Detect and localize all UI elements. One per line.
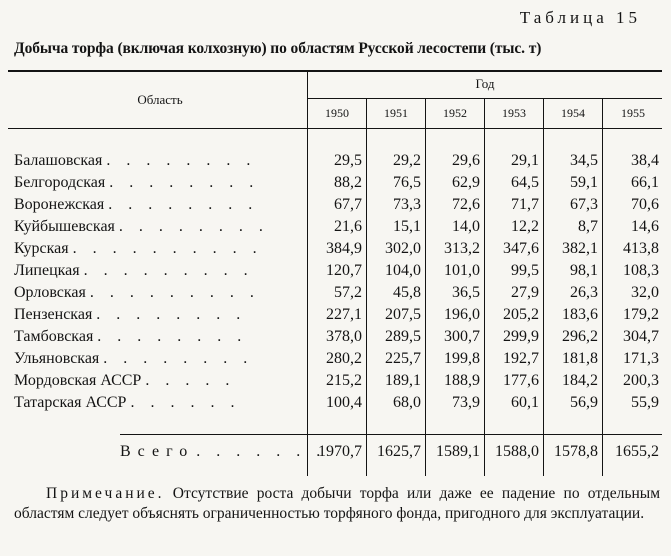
table-cell: 66,1 <box>631 174 659 191</box>
row-label <box>14 348 306 370</box>
year-header-1950: 1950 <box>325 106 349 120</box>
region-name: Тамбовская <box>14 328 94 345</box>
table-cell: 38,4 <box>631 152 659 169</box>
table-cell: 289,5 <box>385 328 421 345</box>
table-cell: 29,1 <box>511 152 539 169</box>
leader-dots: . . . . . . . . . <box>89 284 260 301</box>
table-cell: 225,7 <box>385 350 421 367</box>
table-cell: 215,2 <box>326 372 362 389</box>
table-cell: 56,9 <box>570 394 598 411</box>
table-cell: 299,9 <box>503 328 539 345</box>
table-cell: 189,1 <box>385 372 421 389</box>
table-cell: 88,2 <box>334 174 362 191</box>
region-name: Белгородская <box>14 174 106 191</box>
row-label <box>14 260 306 282</box>
table-cell: 101,0 <box>444 262 480 279</box>
table-cell: 29,6 <box>452 152 480 169</box>
region-name: Орловская <box>14 284 86 301</box>
table-cell: 45,8 <box>393 284 421 301</box>
table-cell: 120,7 <box>326 262 362 279</box>
table-cell: 347,6 <box>503 240 539 257</box>
table-cell: 29,2 <box>393 152 421 169</box>
region-name: Татарская АССР <box>14 394 127 411</box>
table-cell: 300,7 <box>444 328 480 345</box>
table-cell: 67,7 <box>334 196 362 213</box>
total-cell: 1625,7 <box>377 443 421 460</box>
table-cell: 14,6 <box>631 218 659 235</box>
leader-dots: . . . . . . . . <box>106 152 257 169</box>
table-cell: 207,5 <box>385 306 421 323</box>
table-cell: 413,8 <box>623 240 659 257</box>
region-name: Куйбышевская <box>14 218 115 235</box>
table-title: Добыча торфа (включая колхозную) по областям Русской лесостепи (тыс. т) <box>14 40 542 57</box>
table-cell: 21,6 <box>334 218 362 235</box>
region-name: Курская <box>14 240 69 257</box>
row-label <box>14 172 306 194</box>
note-text: Отсутствие роста добычи торфа или даже ее падение по отдельным областям следует объяснять ограниченностью торфяного фонда, пригодного для эксплуатации. <box>14 485 661 522</box>
table-cell: 73,9 <box>452 394 480 411</box>
row-label <box>14 282 306 304</box>
table-cell: 200,3 <box>623 372 659 389</box>
table-cell: 71,7 <box>511 196 539 213</box>
table-cell: 62,9 <box>452 174 480 191</box>
table-cell: 99,5 <box>511 262 539 279</box>
table-cell: 171,3 <box>623 350 659 367</box>
leader-dots: . . . . . . . . . . <box>72 240 263 257</box>
region-column-header: Область <box>137 92 183 107</box>
table-cell: 296,2 <box>562 328 598 345</box>
total-cell: 1655,2 <box>615 443 659 460</box>
leader-dots: . . . . . . . . <box>103 350 254 367</box>
table-cell: 313,2 <box>444 240 480 257</box>
table-cell: 72,6 <box>452 196 480 213</box>
total-cell: 1970,7 <box>318 443 362 460</box>
table-note <box>14 484 660 524</box>
table-top-rule <box>8 70 662 72</box>
table-cell: 8,7 <box>578 218 598 235</box>
table-cell: 302,0 <box>385 240 421 257</box>
year-header-1953: 1953 <box>502 106 526 120</box>
table-cell: 59,1 <box>570 174 598 191</box>
table-cell: 280,2 <box>326 350 362 367</box>
region-name: Мордовская АССР <box>14 372 142 389</box>
table-cell: 32,0 <box>631 284 659 301</box>
row-label <box>14 370 306 392</box>
table-cell: 57,2 <box>334 284 362 301</box>
table-cell: 12,2 <box>511 218 539 235</box>
table-cell: 184,2 <box>562 372 598 389</box>
leader-dots: . . . . . <box>145 372 236 389</box>
total-cell: 1578,8 <box>554 443 598 460</box>
total-row-label <box>120 440 326 464</box>
table-cell: 27,9 <box>511 284 539 301</box>
table-cell: 179,2 <box>623 306 659 323</box>
region-name: Балашовская <box>14 152 103 169</box>
table-cell: 60,1 <box>511 394 539 411</box>
table-cell: 205,2 <box>503 306 539 323</box>
year-header-1951: 1951 <box>384 106 408 120</box>
leader-dots: . . . . . . . . <box>109 174 260 191</box>
table-cell: 55,9 <box>631 394 659 411</box>
row-label <box>14 392 306 414</box>
row-label <box>14 150 306 172</box>
year-header-1955: 1955 <box>621 106 645 120</box>
row-label <box>14 194 306 216</box>
year-header-1952: 1952 <box>443 106 467 120</box>
table-cell: 100,4 <box>326 394 362 411</box>
note-heading: Примечание. <box>46 485 165 502</box>
leader-dots: . . . . . . . . . <box>83 262 254 279</box>
table-cell: 382,1 <box>562 240 598 257</box>
table-cell: 68,0 <box>393 394 421 411</box>
table-cell: 378,0 <box>326 328 362 345</box>
table-cell: 108,3 <box>623 262 659 279</box>
leader-dots: . . . . . . . . <box>108 196 259 213</box>
table-cell: 67,3 <box>570 196 598 213</box>
region-name: Воронежская <box>14 196 105 213</box>
table-cell: 98,1 <box>570 262 598 279</box>
leader-dots: . . . . . . . . <box>118 218 269 235</box>
table-cell: 196,0 <box>444 306 480 323</box>
year-header-rule <box>308 98 662 99</box>
table-cell: 73,3 <box>393 196 421 213</box>
table-cell: 227,1 <box>326 306 362 323</box>
table-cell: 104,0 <box>385 262 421 279</box>
total-cell: 1588,0 <box>495 443 539 460</box>
table-cell: 14,0 <box>452 218 480 235</box>
table-cell: 70,6 <box>631 196 659 213</box>
table-cell: 177,6 <box>503 372 539 389</box>
region-name: Липецкая <box>14 262 80 279</box>
header-bottom-rule <box>8 128 662 129</box>
table-cell: 26,3 <box>570 284 598 301</box>
region-name: Пензенская <box>14 306 93 323</box>
year-header-1954: 1954 <box>561 106 585 120</box>
table-cell: 76,5 <box>393 174 421 191</box>
region-name: Ульяновская <box>14 350 100 367</box>
table-cell: 64,5 <box>511 174 539 191</box>
table-cell: 384,9 <box>326 240 362 257</box>
table-cell: 192,7 <box>503 350 539 367</box>
year-column-header: Год <box>475 76 495 91</box>
leader-dots: . . . . . . . . <box>97 328 248 345</box>
table-cell: 34,5 <box>570 152 598 169</box>
table-cell: 304,7 <box>623 328 659 345</box>
total-leader-dots: . . . . . . . <box>196 443 327 460</box>
table-cell: 29,5 <box>334 152 362 169</box>
total-separator-rule <box>120 434 662 435</box>
table-cell: 36,5 <box>452 284 480 301</box>
leader-dots: . . . . . . <box>130 394 241 411</box>
row-label <box>14 216 306 238</box>
leader-dots: . . . . . . . . <box>96 306 247 323</box>
row-label <box>14 238 306 260</box>
table-cell: 183,6 <box>562 306 598 323</box>
total-label-text: Всего <box>120 443 195 460</box>
table-cell: 15,1 <box>393 218 421 235</box>
table-cell: 188,9 <box>444 372 480 389</box>
table-cell: 181,8 <box>562 350 598 367</box>
table-number: Таблица 15 <box>519 8 641 27</box>
total-cell: 1589,1 <box>436 443 480 460</box>
row-label <box>14 326 306 348</box>
row-label <box>14 304 306 326</box>
table-cell: 199,8 <box>444 350 480 367</box>
